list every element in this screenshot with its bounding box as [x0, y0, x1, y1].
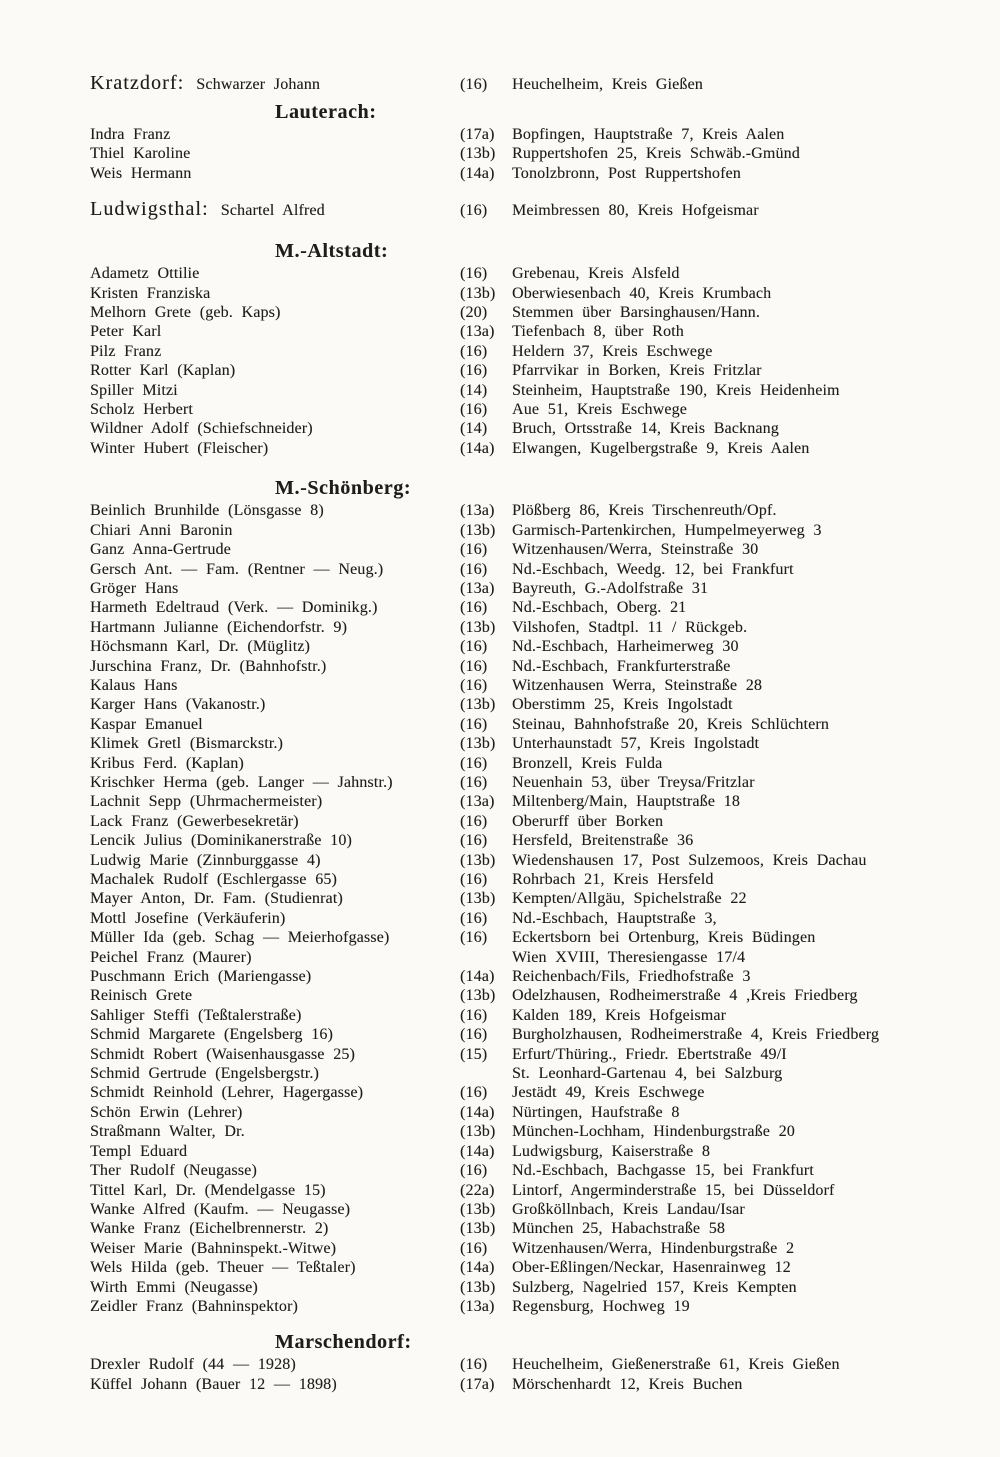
entry-row [90, 579, 970, 598]
entry-row [90, 381, 970, 400]
address-text: Bopfingen, Hauptstraße 7, Kreis Aalen [512, 126, 785, 143]
postal-zone-code: (14a) [460, 1259, 495, 1277]
entry-row [90, 322, 970, 341]
postal-zone-code: (13b) [460, 735, 496, 753]
postal-zone-code: (13b) [460, 987, 496, 1005]
postal-zone-code: (16) [460, 832, 488, 850]
person-name: Gröger Hans [90, 579, 179, 597]
postal-zone-code: (16) [460, 638, 488, 656]
address-text: Ludwigsburg, Kaiserstraße 8 [512, 1142, 711, 1160]
section-heading: M.-Schönberg: [275, 477, 412, 500]
postal-zone-code: (16) [460, 265, 488, 283]
person-name: Klimek Gretl (Bismarckstr.) [90, 735, 284, 753]
postal-zone-code: (14a) [460, 1142, 495, 1160]
postal-zone-code: (16) [460, 1239, 488, 1257]
entry-row [90, 1219, 970, 1238]
postal-zone-code: (16) [460, 76, 488, 93]
address-text: München 25, Habachstraße 58 [512, 1220, 726, 1238]
entry-row [90, 676, 970, 695]
postal-zone-code: (16) [460, 812, 488, 830]
postal-zone-code: (14) [460, 420, 488, 438]
address-text: Ober-Eßlingen/Neckar, Hasenrainweg 12 [512, 1259, 791, 1277]
address-text: Witzenhausen/Werra, Hindenburgstraße 2 [512, 1239, 795, 1257]
address-text: Heldern 37, Kreis Eschwege [512, 342, 713, 360]
address-text: Wien XVIII, Theresiengasse 17/4 [512, 948, 746, 966]
entry-row [90, 1006, 970, 1025]
postal-zone-code: (13a) [460, 502, 495, 520]
address-text: Aue 51, Kreis Eschwege [512, 401, 687, 419]
postal-zone-code: (13b) [460, 618, 496, 636]
postal-zone-code: (16) [460, 401, 488, 419]
entry-row [90, 1258, 970, 1277]
entry-row [90, 540, 970, 559]
entry-row [90, 851, 970, 870]
address-text: Neuenhain 53, über Treysa/Fritzlar [512, 773, 755, 791]
person-name: Wirth Emmi (Neugasse) [90, 1278, 258, 1296]
entry-row [90, 1355, 970, 1374]
person-name: Thiel Karoline [90, 145, 191, 163]
entry-row [90, 164, 970, 183]
person-name: Kribus Ferd. (Kaplan) [90, 754, 244, 772]
address-text: Bronzell, Kreis Fulda [512, 754, 663, 772]
person-name: Straßmann Walter, Dr. [90, 1123, 245, 1141]
postal-zone-code: (16) [460, 657, 488, 675]
person-name: Wanke Franz (Eichelbrennerstr. 2) [90, 1220, 329, 1238]
person-name: Mottl Josefine (Verkäuferin) [90, 909, 286, 927]
entry-row [90, 144, 970, 163]
postal-zone-code: (16) [460, 754, 488, 772]
person-name: Küffel Johann (Bauer 12 — 1898) [90, 1375, 337, 1393]
person-name: Wels Hilda (geb. Theuer — Teßtaler) [90, 1259, 356, 1277]
postal-zone-code: (14a) [460, 439, 495, 457]
postal-zone-code: (13b) [460, 890, 496, 908]
entry-row [90, 598, 970, 617]
person-name: Drexler Rudolf (44 — 1928) [90, 1356, 296, 1374]
person-name: Weis Hermann [90, 164, 192, 182]
address-text: Witzenhausen/Werra, Steinstraße 30 [512, 541, 759, 559]
address-text: Tiefenbach 8, über Roth [512, 323, 684, 341]
person-name: Melhorn Grete (geb. Kaps) [90, 304, 281, 322]
address-text: Odelzhausen, Rodheimerstraße 4 ,Kreis Friedberg [512, 987, 858, 1005]
entry-row [90, 196, 970, 222]
person-name: Ganz Anna-Gertrude [90, 541, 231, 559]
address-text: Oberurff über Borken [512, 812, 664, 830]
postal-zone-code: (16) [460, 676, 488, 694]
address-text: Bayreuth, G.-Adolfstraße 31 [512, 579, 709, 597]
entry-row [90, 1142, 970, 1161]
postal-zone-code: (14) [460, 381, 488, 399]
section-heading: Marschendorf: [275, 1331, 412, 1354]
address-text: Hersfeld, Breitenstraße 36 [512, 832, 694, 850]
postal-zone-code: (13b) [460, 1278, 496, 1296]
postal-zone-code: (13a) [460, 1297, 495, 1315]
entry-row [90, 909, 970, 928]
address-text: Jestädt 49, Kreis Eschwege [512, 1084, 705, 1102]
person-name: Sahliger Steffi (Teßtalerstraße) [90, 1006, 302, 1024]
postal-zone-code: (14a) [460, 968, 495, 986]
entry-row [90, 1045, 970, 1064]
address-text: Oberstimm 25, Kreis Ingolstadt [512, 696, 733, 714]
postal-zone-code: (13a) [460, 579, 495, 597]
address-text: München-Lochham, Hindenburgstraße 20 [512, 1123, 795, 1141]
entry-row [90, 1181, 970, 1200]
address-text: Oberwiesenbach 40, Kreis Krumbach [512, 284, 772, 302]
person-name: Ther Rudolf (Neugasse) [90, 1162, 257, 1180]
person-name: Weiser Marie (Bahninspekt.-Witwe) [90, 1239, 337, 1257]
postal-zone-code: (13b) [460, 1200, 496, 1218]
address-text: Erfurt/Thüring., Friedr. Ebertstraße 49/I [512, 1045, 787, 1063]
person-name: Hartmann Julianne (Eichendorfstr. 9) [90, 618, 348, 636]
entry-row [90, 695, 970, 714]
postal-zone-code: (17a) [460, 126, 495, 143]
section-heading: Kratzdorf: [90, 72, 185, 94]
directory-section [90, 70, 970, 96]
address-text: Nd.-Eschbach, Oberg. 21 [512, 599, 687, 617]
entry-row [90, 361, 970, 380]
entry-row [90, 792, 970, 811]
address-text: Pfarrvikar in Borken, Kreis Fritzlar [512, 362, 762, 380]
person-name: Wanke Alfred (Kaufm. — Neugasse) [90, 1200, 351, 1218]
address-text: Stemmen über Barsinghausen/Hann. [512, 304, 760, 322]
entry-row [90, 439, 970, 458]
postal-zone-code: (22a) [460, 1181, 495, 1199]
entry-row [90, 1025, 970, 1044]
address-text: Sulzberg, Nagelried 157, Kreis Kempten [512, 1278, 797, 1296]
postal-zone-code: (17a) [460, 1375, 495, 1393]
address-text: Eckertsborn bei Ortenburg, Kreis Büdingen [512, 929, 816, 947]
entry-row [90, 1200, 970, 1219]
person-name: Lachnit Sepp (Uhrmachermeister) [90, 793, 323, 811]
entry-row [90, 986, 970, 1005]
postal-zone-code: (13b) [460, 145, 496, 163]
entry-row [90, 70, 970, 96]
address-text: Nd.-Eschbach, Bachgasse 15, bei Frankfurt [512, 1162, 814, 1180]
person-name: Puschmann Erich (Mariengasse) [90, 968, 312, 986]
person-name: Jurschina Franz, Dr. (Bahnhofstr.) [90, 657, 327, 675]
entry-row [90, 264, 970, 283]
address-text: Tonolzbronn, Post Ruppertshofen [512, 164, 741, 182]
address-text: Steinau, Bahnhofstraße 20, Kreis Schlüchtern [512, 715, 829, 733]
postal-zone-code: (16) [460, 929, 488, 947]
address-text: Steinheim, Hauptstraße 190, Kreis Heidenheim [512, 381, 840, 399]
person-name: Spiller Mitzi [90, 381, 178, 399]
person-name: Gersch Ant. — Fam. (Rentner — Neug.) [90, 560, 384, 578]
section-heading: M.-Altstadt: [275, 240, 389, 263]
person-name: Beinlich Brunhilde (Lönsgasse 8) [90, 502, 324, 520]
postal-zone-code: (16) [460, 202, 488, 220]
person-name [90, 196, 460, 222]
entry-row [90, 1083, 970, 1102]
person-name: Zeidler Franz (Bahninspektor) [90, 1297, 298, 1315]
entry-row [90, 501, 970, 520]
person-name: Machalek Rudolf (Eschlergasse 65) [90, 871, 337, 888]
person-name: Schmidt Robert (Waisenhausgasse 25) [90, 1045, 355, 1063]
entry-row [90, 870, 970, 889]
entry-row [90, 400, 970, 419]
postal-zone-code: (13b) [460, 1220, 496, 1238]
person-name: Peter Karl [90, 323, 162, 341]
postal-zone-code: (14a) [460, 164, 495, 182]
person-name: Reinisch Grete [90, 987, 193, 1005]
address-text: Garmisch-Partenkirchen, Humpelmeyerweg 3 [512, 521, 822, 539]
person-name: Chiari Anni Baronin [90, 521, 233, 539]
directory-section [90, 475, 970, 1316]
entry-row [90, 1278, 970, 1297]
postal-zone-code: (16) [460, 715, 488, 733]
person-name: Müller Ida (geb. Schag — Meierhofgasse) [90, 929, 390, 947]
address-text: Ruppertshofen 25, Kreis Schwäb.-Gmünd [512, 145, 800, 163]
postal-zone-code: (16) [460, 560, 488, 578]
entry-row [90, 560, 970, 579]
postal-zone-code: (16) [460, 342, 488, 360]
person-name: Harmeth Edeltraud (Verk. — Dominikg.) [90, 599, 378, 617]
person-name: Winter Hubert (Fleischer) [90, 439, 269, 457]
postal-zone-code: (16) [460, 871, 488, 888]
entry-row [90, 1375, 970, 1394]
address-text: Nd.-Eschbach, Harheimerweg 30 [512, 638, 739, 656]
postal-zone-code: (20) [460, 304, 488, 322]
postal-zone-code: (13b) [460, 696, 496, 714]
entry-row [90, 831, 970, 850]
entry-row [90, 889, 970, 908]
person-name: Schmid Margarete (Engelsberg 16) [90, 1026, 333, 1044]
address-text: Wiedenshausen 17, Post Sulzemoos, Kreis Dachau [512, 851, 867, 869]
address-text: Lintorf, Angerminderstraße 15, bei Düsseldorf [512, 1181, 835, 1199]
address-text: Rohrbach 21, Kreis Hersfeld [512, 871, 714, 888]
person-name: Schön Erwin (Lehrer) [90, 1103, 243, 1121]
postal-zone-code: (16) [460, 1356, 488, 1374]
postal-zone-code: (13b) [460, 1123, 496, 1141]
section-heading: Lauterach: [275, 101, 377, 123]
address-text: Elwangen, Kugelbergstraße 9, Kreis Aalen [512, 439, 810, 457]
person-name: Tittel Karl, Dr. (Mendelgasse 15) [90, 1181, 326, 1199]
address-text: Reichenbach/Fils, Friedhofstraße 3 [512, 968, 751, 986]
postal-zone-code: (16) [460, 1162, 488, 1180]
entry-row [90, 967, 970, 986]
person-name: Indra Franz [90, 126, 171, 143]
entry-row [90, 618, 970, 637]
entry-row [90, 812, 970, 831]
person-name: Wildner Adolf (Schiefschneider) [90, 420, 313, 438]
entry-row [90, 342, 970, 361]
person-name: Krischker Herma (geb. Langer — Jahnstr.) [90, 773, 393, 791]
person-name: Schwarzer Johann [196, 76, 321, 93]
postal-zone-code: (16) [460, 1026, 488, 1044]
address-text: Plößberg 86, Kreis Tirschenreuth/Opf. [512, 502, 777, 520]
entry-row [90, 1122, 970, 1141]
address-text: Heuchelheim, Kreis Gießen [512, 76, 703, 93]
entry-row [90, 125, 970, 144]
person-name: Peichel Franz (Maurer) [90, 948, 252, 966]
address-text: Nd.-Eschbach, Frankfurterstraße [512, 657, 731, 675]
person-name: Kristen Franziska [90, 284, 211, 302]
entry-row [90, 637, 970, 656]
postal-zone-code: (16) [460, 599, 488, 617]
person-name: Schmidt Reinhold (Lehrer, Hagergasse) [90, 1084, 364, 1102]
address-text: Bruch, Ortsstraße 14, Kreis Backnang [512, 420, 779, 438]
person-name: Kaspar Emanuel [90, 715, 203, 733]
address-text: Nürtingen, Haufstraße 8 [512, 1103, 680, 1121]
person-name: Adametz Ottilie [90, 265, 200, 283]
postal-zone-code: (16) [460, 541, 488, 559]
postal-zone-code: (13a) [460, 323, 495, 341]
person-name: Karger Hans (Vakanostr.) [90, 696, 266, 714]
postal-zone-code: (14a) [460, 1103, 495, 1121]
person-name: Lencik Julius (Dominikanerstraße 10) [90, 832, 352, 850]
person-name: Pilz Franz [90, 342, 162, 360]
entry-row [90, 1064, 970, 1083]
person-name: Ludwig Marie (Zinnburggasse 4) [90, 851, 321, 869]
person-name: Schartel Alfred [220, 202, 325, 220]
person-name [90, 70, 460, 96]
person-name: Kalaus Hans [90, 676, 178, 694]
person-name: Höchsmann Karl, Dr. (Müglitz) [90, 638, 311, 656]
address-text: St. Leonhard-Gartenau 4, bei Salzburg [512, 1065, 783, 1083]
person-name: Schmid Gertrude (Engelsbergstr.) [90, 1065, 320, 1083]
entry-row [90, 1161, 970, 1180]
address-text: Großköllnbach, Kreis Landau/Isar [512, 1200, 745, 1218]
address-text: Miltenberg/Main, Hauptstraße 18 [512, 793, 740, 811]
entry-row [90, 657, 970, 676]
address-text: Unterhaunstadt 57, Kreis Ingolstadt [512, 735, 760, 753]
entry-row [90, 303, 970, 322]
sections-container [90, 70, 970, 1394]
entry-row [90, 734, 970, 753]
directory-section [90, 99, 970, 183]
entry-row [90, 773, 970, 792]
person-name: Scholz Herbert [90, 401, 194, 419]
section-heading: Ludwigsthal: [90, 198, 209, 221]
directory-section [90, 196, 970, 222]
person-name: Rotter Karl (Kaplan) [90, 362, 236, 380]
address-text: Regensburg, Hochweg 19 [512, 1297, 690, 1315]
address-text: Mörschenhardt 12, Kreis Buchen [512, 1375, 743, 1393]
postal-zone-code: (13a) [460, 793, 495, 811]
address-text: Burgholzhausen, Rodheimerstraße 4, Kreis Friedberg [512, 1026, 880, 1044]
postal-zone-code: (13b) [460, 851, 496, 869]
address-text: Kempten/Allgäu, Spichelstraße 22 [512, 890, 747, 908]
postal-zone-code: (16) [460, 1006, 488, 1024]
person-name: Templ Eduard [90, 1142, 188, 1160]
address-text: Kalden 189, Kreis Hofgeismar [512, 1006, 727, 1024]
entry-row [90, 948, 970, 967]
entry-row [90, 284, 970, 303]
postal-zone-code: (16) [460, 362, 488, 380]
address-text: Nd.-Eschbach, Hauptstraße 3, [512, 909, 717, 927]
address-text: Meimbressen 80, Kreis Hofgeismar [512, 202, 759, 220]
directory-section [90, 238, 970, 458]
entry-row [90, 715, 970, 734]
entry-row [90, 1239, 970, 1258]
entry-row [90, 521, 970, 540]
address-text: Heuchelheim, Gießenerstraße 61, Kreis Gießen [512, 1356, 840, 1374]
directory-section [90, 1329, 970, 1394]
postal-zone-code: (13b) [460, 521, 496, 539]
entry-row [90, 754, 970, 773]
address-text: Witzenhausen Werra, Steinstraße 28 [512, 676, 763, 694]
postal-zone-code: (13b) [460, 284, 496, 302]
entry-row [90, 928, 970, 947]
postal-zone-code: (16) [460, 909, 488, 927]
address-text: Vilshofen, Stadtpl. 11 / Rückgeb. [512, 618, 748, 636]
address-text: Nd.-Eschbach, Weedg. 12, bei Frankfurt [512, 560, 794, 578]
postal-zone-code: (15) [460, 1045, 488, 1063]
person-name: Mayer Anton, Dr. Fam. (Studienrat) [90, 890, 343, 908]
entry-row [90, 1103, 970, 1122]
person-name: Lack Franz (Gewerbesekretär) [90, 812, 299, 830]
entry-row [90, 1297, 970, 1316]
entry-row [90, 419, 970, 438]
postal-zone-code: (16) [460, 1084, 488, 1102]
postal-zone-code: (16) [460, 773, 488, 791]
address-text: Grebenau, Kreis Alsfeld [512, 265, 680, 283]
